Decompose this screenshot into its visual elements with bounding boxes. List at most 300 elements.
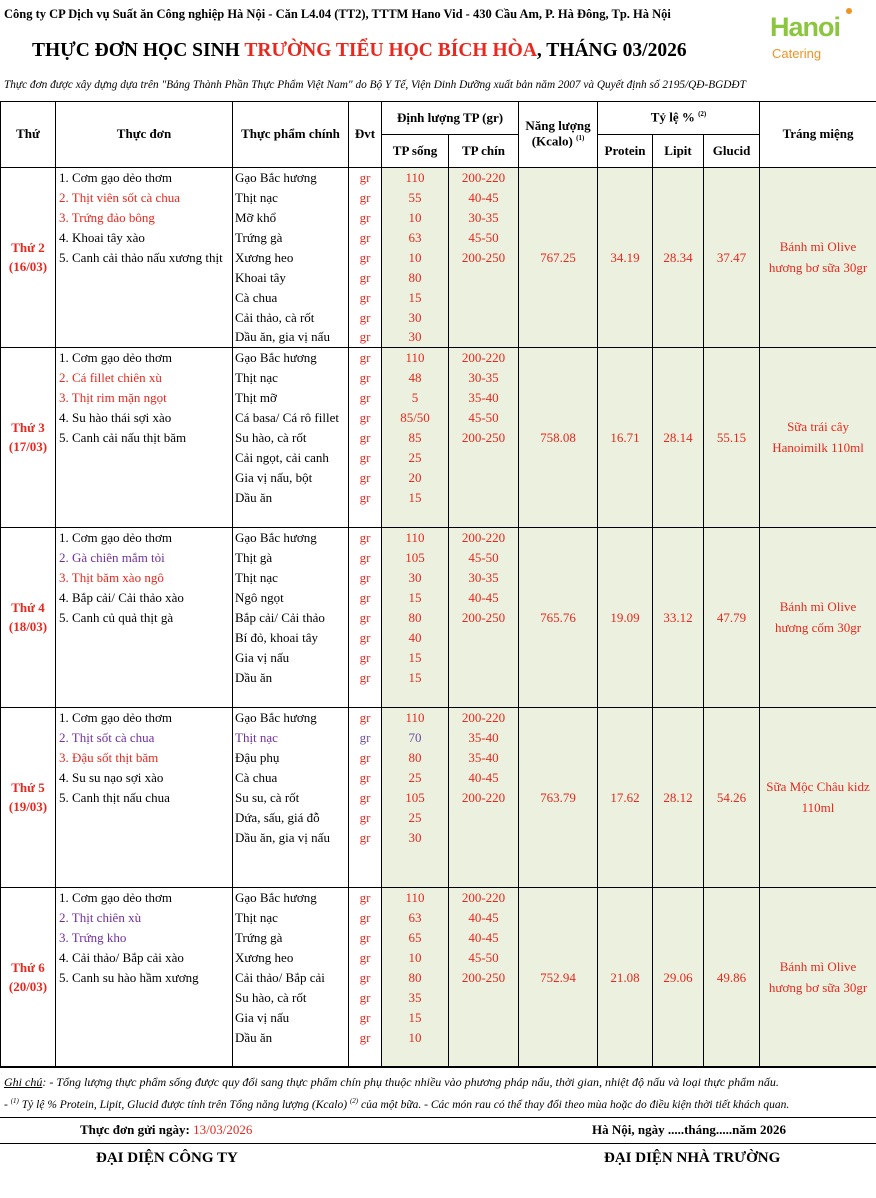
unit-cell: gr bbox=[349, 268, 382, 288]
food-cell: Trứng gà bbox=[233, 928, 349, 948]
ratio-header-sup: (2) bbox=[698, 110, 707, 119]
raw-qty-cell: 15 bbox=[382, 1008, 449, 1028]
dish-cell: 1. Cơm gạo dẻo thơm bbox=[56, 528, 233, 548]
raw-qty-cell: 63 bbox=[382, 908, 449, 928]
note-line-2-prefix: - bbox=[4, 1098, 11, 1111]
raw-qty-cell: 15 bbox=[382, 648, 449, 668]
raw-qty-cell: 25 bbox=[382, 448, 449, 468]
dish-cell: 2. Thịt sốt cà chua bbox=[56, 728, 233, 748]
day-name: Thứ 2 bbox=[11, 239, 45, 255]
food-cell: Thịt nạc bbox=[233, 368, 349, 388]
col-ratio-header bbox=[598, 102, 760, 135]
raw-qty-cell: 80 bbox=[382, 268, 449, 288]
energy-cell: 765.76 bbox=[519, 528, 598, 708]
protein-cell: 21.08 bbox=[598, 888, 653, 1068]
unit-cell bbox=[349, 1048, 382, 1068]
unit-cell: gr bbox=[349, 928, 382, 948]
dessert-cell: Sữa Mộc Châu kidz 110ml bbox=[760, 708, 876, 888]
divider-sent-bottom bbox=[0, 1143, 876, 1144]
dish-cell bbox=[56, 808, 233, 828]
raw-qty-cell: 15 bbox=[382, 488, 449, 508]
raw-qty-cell: 65 bbox=[382, 928, 449, 948]
cooked-qty-cell bbox=[449, 308, 519, 328]
energy-cell: 758.08 bbox=[519, 348, 598, 528]
cooked-qty-cell bbox=[449, 268, 519, 288]
cooked-qty-cell: 200-250 bbox=[449, 608, 519, 628]
raw-qty-cell: 30 bbox=[382, 308, 449, 328]
dish-cell: 4. Su su nạo sợi xào bbox=[56, 768, 233, 788]
unit-cell: gr bbox=[349, 388, 382, 408]
place-date-line: Hà Nội, ngày .....tháng.....năm 2026 bbox=[592, 1122, 786, 1137]
hanoi-catering-logo bbox=[770, 4, 870, 66]
food-cell bbox=[233, 688, 349, 708]
menu-subtitle: Thực đơn được xây dựng dựa trên "Bảng Thành Phần Thực Phẩm Việt Nam" do Bộ Y Tế, Viện Dinh Dưỡng xuất bản năm 2007 và Quyết định số 2195/QĐ-BGDĐT bbox=[4, 79, 746, 91]
cooked-qty-cell: 40-45 bbox=[449, 588, 519, 608]
note-sup-2: (2) bbox=[349, 1097, 359, 1105]
lipit-cell: 33.12 bbox=[653, 528, 704, 708]
cooked-qty-cell: 200-220 bbox=[449, 348, 519, 368]
food-cell: Gia vị nấu, bột bbox=[233, 468, 349, 488]
unit-cell bbox=[349, 508, 382, 528]
cooked-qty-cell: 200-250 bbox=[449, 428, 519, 448]
dish-cell: 4. Su hào thái sợi xào bbox=[56, 408, 233, 428]
food-cell: Khoai tây bbox=[233, 268, 349, 288]
dish-cell bbox=[56, 828, 233, 848]
food-cell: Gạo Bắc hương bbox=[233, 168, 349, 188]
cooked-qty-cell: 200-220 bbox=[449, 708, 519, 728]
cooked-qty-cell bbox=[449, 628, 519, 648]
col-energy-header bbox=[519, 102, 598, 168]
unit-cell: gr bbox=[349, 828, 382, 848]
raw-qty-cell: 110 bbox=[382, 168, 449, 188]
food-cell bbox=[233, 868, 349, 888]
unit-cell: gr bbox=[349, 368, 382, 388]
unit-cell: gr bbox=[349, 808, 382, 828]
cooked-qty-cell bbox=[449, 1008, 519, 1028]
dessert-cell: Bánh mì Olive hương bơ sữa 30gr bbox=[760, 168, 876, 348]
day-cell bbox=[1, 168, 56, 348]
raw-qty-cell: 10 bbox=[382, 948, 449, 968]
col-dessert-header: Tráng miệng bbox=[760, 102, 876, 168]
food-cell: Su hào, cà rốt bbox=[233, 428, 349, 448]
unit-cell: gr bbox=[349, 888, 382, 908]
unit-cell: gr bbox=[349, 228, 382, 248]
cooked-qty-cell: 45-50 bbox=[449, 408, 519, 428]
unit-cell: gr bbox=[349, 188, 382, 208]
protein-cell: 17.62 bbox=[598, 708, 653, 888]
protein-cell: 34.19 bbox=[598, 168, 653, 348]
unit-cell: gr bbox=[349, 488, 382, 508]
dish-cell bbox=[56, 848, 233, 868]
dish-cell: 1. Cơm gạo dẻo thơm bbox=[56, 708, 233, 728]
unit-cell: gr bbox=[349, 208, 382, 228]
sent-date-line bbox=[80, 1122, 252, 1138]
table-row bbox=[1, 528, 876, 548]
cooked-qty-cell bbox=[449, 808, 519, 828]
food-cell: Đậu phụ bbox=[233, 748, 349, 768]
dish-cell bbox=[56, 668, 233, 688]
day-name: Thứ 6 bbox=[11, 959, 45, 975]
raw-qty-cell bbox=[382, 848, 449, 868]
raw-qty-cell: 70 bbox=[382, 728, 449, 748]
raw-qty-cell: 105 bbox=[382, 788, 449, 808]
unit-cell: gr bbox=[349, 1008, 382, 1028]
food-cell: Dầu ăn, gia vị nấu bbox=[233, 328, 349, 348]
dish-cell bbox=[56, 1048, 233, 1068]
dish-cell: 5. Canh thịt nấu chua bbox=[56, 788, 233, 808]
table-row bbox=[1, 888, 876, 908]
unit-cell: gr bbox=[349, 448, 382, 468]
cooked-qty-cell bbox=[449, 288, 519, 308]
raw-qty-cell: 40 bbox=[382, 628, 449, 648]
food-cell: Bắp cải/ Cải thảo bbox=[233, 608, 349, 628]
note-label: Ghi chú bbox=[4, 1075, 43, 1089]
raw-qty-cell bbox=[382, 688, 449, 708]
protein-cell: 19.09 bbox=[598, 528, 653, 708]
dish-cell: 1. Cơm gạo dẻo thơm bbox=[56, 348, 233, 368]
col-quantity-header: Định lượng TP (gr) bbox=[382, 102, 519, 135]
dish-cell: 5. Canh cải nấu thịt băm bbox=[56, 428, 233, 448]
dish-cell bbox=[56, 308, 233, 328]
raw-qty-cell: 80 bbox=[382, 968, 449, 988]
cooked-qty-cell bbox=[449, 508, 519, 528]
menu-table bbox=[0, 101, 876, 1068]
lipit-cell: 28.12 bbox=[653, 708, 704, 888]
food-cell: Xương heo bbox=[233, 248, 349, 268]
logo-subtext: Catering bbox=[772, 46, 822, 61]
food-cell: Cà chua bbox=[233, 768, 349, 788]
unit-cell: gr bbox=[349, 908, 382, 928]
food-cell: Gạo Bắc hương bbox=[233, 348, 349, 368]
unit-cell: gr bbox=[349, 948, 382, 968]
energy-cell: 767.25 bbox=[519, 168, 598, 348]
company-header: Công ty CP Dịch vụ Suất ăn Công nghiệp Hà Nội - Căn L4.04 (TT2), TTTM Hano Vid - 430 Cầu Am, P. Hà Đông, Tp. Hà Nội bbox=[4, 7, 671, 21]
unit-cell: gr bbox=[349, 708, 382, 728]
raw-qty-cell: 48 bbox=[382, 368, 449, 388]
cooked-qty-cell bbox=[449, 828, 519, 848]
unit-cell: gr bbox=[349, 988, 382, 1008]
food-cell: Cá basa/ Cá rô fillet bbox=[233, 408, 349, 428]
day-cell bbox=[1, 888, 56, 1068]
dessert-cell: Bánh mì Olive hương cốm 30gr bbox=[760, 528, 876, 708]
raw-qty-cell bbox=[382, 508, 449, 528]
dish-cell: 3. Thịt rim mặn ngọt bbox=[56, 388, 233, 408]
raw-qty-cell: 80 bbox=[382, 748, 449, 768]
dish-cell bbox=[56, 1028, 233, 1048]
col-unit-header: Đvt bbox=[349, 102, 382, 168]
title-suffix: , THÁNG 03/2026 bbox=[536, 40, 687, 61]
cooked-qty-cell: 200-220 bbox=[449, 888, 519, 908]
dish-cell: 3. Thịt băm xào ngô bbox=[56, 568, 233, 588]
cooked-qty-cell: 40-45 bbox=[449, 908, 519, 928]
title-school: TRƯỜNG TIỂU HỌC BÍCH HÒA bbox=[244, 40, 537, 61]
food-cell bbox=[233, 508, 349, 528]
raw-qty-cell: 15 bbox=[382, 288, 449, 308]
col-cooked-header: TP chín bbox=[449, 135, 519, 168]
divider-notes-top bbox=[0, 1066, 876, 1067]
day-date: (16/03) bbox=[8, 258, 48, 274]
lipit-cell: 29.06 bbox=[653, 888, 704, 1068]
food-cell: Dầu ăn bbox=[233, 668, 349, 688]
col-protein-header: Protein bbox=[598, 135, 653, 168]
unit-cell: gr bbox=[349, 768, 382, 788]
cooked-qty-cell bbox=[449, 648, 519, 668]
cooked-qty-cell bbox=[449, 448, 519, 468]
raw-qty-cell: 35 bbox=[382, 988, 449, 1008]
dish-cell bbox=[56, 988, 233, 1008]
note-line-1 bbox=[4, 1075, 779, 1090]
cooked-qty-cell bbox=[449, 668, 519, 688]
cooked-qty-cell: 35-40 bbox=[449, 748, 519, 768]
day-date: (17/03) bbox=[8, 438, 48, 454]
food-cell: Gạo Bắc hương bbox=[233, 708, 349, 728]
cooked-qty-cell bbox=[449, 1048, 519, 1068]
dish-cell: 5. Canh su hào hầm xương bbox=[56, 968, 233, 988]
dish-cell bbox=[56, 1008, 233, 1028]
food-cell: Su su, cà rốt bbox=[233, 788, 349, 808]
energy-cell: 763.79 bbox=[519, 708, 598, 888]
food-cell: Mỡ khổ bbox=[233, 208, 349, 228]
col-food-header: Thực phẩm chính bbox=[233, 102, 349, 168]
dish-cell: 4. Bắp cải/ Cải thảo xào bbox=[56, 588, 233, 608]
day-name: Thứ 4 bbox=[11, 599, 45, 615]
food-cell: Gạo Bắc hương bbox=[233, 888, 349, 908]
page-title bbox=[32, 40, 687, 62]
unit-cell: gr bbox=[349, 428, 382, 448]
unit-cell: gr bbox=[349, 248, 382, 268]
day-name: Thứ 3 bbox=[11, 419, 45, 435]
food-cell: Gạo Bắc hương bbox=[233, 528, 349, 548]
lipit-cell: 28.14 bbox=[653, 348, 704, 528]
sent-label: Thực đơn gửi ngày: bbox=[80, 1122, 194, 1137]
dish-cell bbox=[56, 328, 233, 348]
dish-cell bbox=[56, 628, 233, 648]
cooked-qty-cell: 30-35 bbox=[449, 568, 519, 588]
food-cell: Dứa, sấu, giá đỗ bbox=[233, 808, 349, 828]
col-day-header: Thứ bbox=[1, 102, 56, 168]
energy-cell: 752.94 bbox=[519, 888, 598, 1068]
col-dish-header: Thực đơn bbox=[56, 102, 233, 168]
food-cell: Thịt nạc bbox=[233, 728, 349, 748]
dish-cell: 3. Đậu sốt thịt băm bbox=[56, 748, 233, 768]
food-cell bbox=[233, 1048, 349, 1068]
dish-cell: 1. Cơm gạo dẻo thơm bbox=[56, 888, 233, 908]
protein-cell: 16.71 bbox=[598, 348, 653, 528]
cooked-qty-cell bbox=[449, 488, 519, 508]
cooked-qty-cell: 200-250 bbox=[449, 248, 519, 268]
food-cell: Dầu ăn, gia vị nấu bbox=[233, 828, 349, 848]
note-line-2 bbox=[4, 1097, 789, 1111]
raw-qty-cell: 10 bbox=[382, 208, 449, 228]
dish-cell bbox=[56, 868, 233, 888]
food-cell: Dầu ăn bbox=[233, 1028, 349, 1048]
day-name: Thứ 5 bbox=[11, 779, 45, 795]
energy-header-sup: (1) bbox=[576, 134, 585, 143]
dish-cell bbox=[56, 288, 233, 308]
unit-cell: gr bbox=[349, 1028, 382, 1048]
cooked-qty-cell: 200-220 bbox=[449, 168, 519, 188]
cooked-qty-cell bbox=[449, 468, 519, 488]
dish-cell: 4. Khoai tây xào bbox=[56, 228, 233, 248]
food-cell: Su hào, cà rốt bbox=[233, 988, 349, 1008]
col-lipit-header: Lipit bbox=[653, 135, 704, 168]
raw-qty-cell: 110 bbox=[382, 348, 449, 368]
title-prefix: THỰC ĐƠN HỌC SINH bbox=[32, 40, 245, 61]
dish-cell bbox=[56, 508, 233, 528]
dish-cell: 2. Thịt chiên xù bbox=[56, 908, 233, 928]
unit-cell: gr bbox=[349, 408, 382, 428]
raw-qty-cell: 85 bbox=[382, 428, 449, 448]
cooked-qty-cell bbox=[449, 328, 519, 348]
unit-cell: gr bbox=[349, 568, 382, 588]
cooked-qty-cell: 45-50 bbox=[449, 228, 519, 248]
day-cell bbox=[1, 708, 56, 888]
cooked-qty-cell bbox=[449, 848, 519, 868]
table-row bbox=[1, 168, 876, 188]
food-cell: Cải thảo/ Bắp cải bbox=[233, 968, 349, 988]
unit-cell: gr bbox=[349, 648, 382, 668]
cooked-qty-cell: 30-35 bbox=[449, 208, 519, 228]
raw-qty-cell: 15 bbox=[382, 668, 449, 688]
raw-qty-cell: 110 bbox=[382, 528, 449, 548]
raw-qty-cell: 30 bbox=[382, 828, 449, 848]
cooked-qty-cell: 40-45 bbox=[449, 928, 519, 948]
food-cell: Bí đỏ, khoai tây bbox=[233, 628, 349, 648]
unit-cell: gr bbox=[349, 728, 382, 748]
cooked-qty-cell: 200-220 bbox=[449, 528, 519, 548]
unit-cell bbox=[349, 868, 382, 888]
cooked-qty-cell: 40-45 bbox=[449, 768, 519, 788]
cooked-qty-cell: 35-40 bbox=[449, 728, 519, 748]
lipit-cell: 28.34 bbox=[653, 168, 704, 348]
cooked-qty-cell: 35-40 bbox=[449, 388, 519, 408]
raw-qty-cell: 10 bbox=[382, 248, 449, 268]
dish-cell bbox=[56, 468, 233, 488]
unit-cell bbox=[349, 848, 382, 868]
divider-notes-bottom bbox=[0, 1117, 876, 1118]
raw-qty-cell: 85/50 bbox=[382, 408, 449, 428]
dish-cell bbox=[56, 488, 233, 508]
col-raw-header: TP sống bbox=[382, 135, 449, 168]
unit-cell: gr bbox=[349, 328, 382, 348]
raw-qty-cell: 25 bbox=[382, 808, 449, 828]
note-line-1-text: : - Tổng lượng thực phẩm sống được quy đổi sang thực phẩm chín phụ thuộc nhiều vào phương pháp nấu, thời gian, nhiệt độ nấu và loại thực phẩm nấu. bbox=[42, 1075, 779, 1089]
food-cell: Thịt gà bbox=[233, 548, 349, 568]
food-cell: Gia vị nấu bbox=[233, 648, 349, 668]
cooked-qty-cell: 45-50 bbox=[449, 548, 519, 568]
raw-qty-cell: 25 bbox=[382, 768, 449, 788]
menu-body bbox=[1, 168, 876, 1068]
cooked-qty-cell: 45-50 bbox=[449, 948, 519, 968]
signature-company: ĐẠI DIỆN CÔNG TY bbox=[96, 1150, 238, 1166]
raw-qty-cell: 5 bbox=[382, 388, 449, 408]
food-cell bbox=[233, 848, 349, 868]
day-cell bbox=[1, 528, 56, 708]
food-cell: Cải ngọt, cải canh bbox=[233, 448, 349, 468]
unit-cell: gr bbox=[349, 348, 382, 368]
cooked-qty-cell: 200-220 bbox=[449, 788, 519, 808]
note-sup-1: (1) bbox=[10, 1097, 19, 1105]
unit-cell: gr bbox=[349, 628, 382, 648]
raw-qty-cell: 30 bbox=[382, 568, 449, 588]
day-date: (18/03) bbox=[8, 618, 48, 634]
logo-dot-icon bbox=[846, 8, 852, 14]
unit-cell: gr bbox=[349, 968, 382, 988]
unit-cell: gr bbox=[349, 748, 382, 768]
table-row bbox=[1, 348, 876, 368]
dish-cell: 4. Cải thảo/ Bắp cải xào bbox=[56, 948, 233, 968]
dish-cell: 3. Trứng kho bbox=[56, 928, 233, 948]
dish-cell: 2. Gà chiên mắm tỏi bbox=[56, 548, 233, 568]
unit-cell: gr bbox=[349, 788, 382, 808]
dessert-cell: Sữa trái cây Hanoimilk 110ml bbox=[760, 348, 876, 528]
food-cell: Thịt mỡ bbox=[233, 388, 349, 408]
dish-cell bbox=[56, 448, 233, 468]
unit-cell: gr bbox=[349, 548, 382, 568]
note-line-2-a: Tỷ lệ % Protein, Lipit, Glucid được tính trên Tổng năng lượng (Kcalo) bbox=[18, 1098, 350, 1111]
raw-qty-cell: 110 bbox=[382, 708, 449, 728]
ratio-header-label: Tỷ lệ % bbox=[650, 109, 695, 125]
dish-cell bbox=[56, 648, 233, 668]
cooked-qty-cell bbox=[449, 868, 519, 888]
raw-qty-cell: 63 bbox=[382, 228, 449, 248]
unit-cell: gr bbox=[349, 588, 382, 608]
glucid-cell: 49.86 bbox=[704, 888, 760, 1068]
energy-header-label: Năng lượng (Kcalo) bbox=[525, 118, 591, 149]
food-cell: Xương heo bbox=[233, 948, 349, 968]
food-cell: Ngô ngọt bbox=[233, 588, 349, 608]
food-cell: Trứng gà bbox=[233, 228, 349, 248]
dish-cell bbox=[56, 268, 233, 288]
dish-cell: 5. Canh cải thảo nấu xương thịt bbox=[56, 248, 233, 268]
unit-cell: gr bbox=[349, 288, 382, 308]
food-cell: Cải thảo, cà rốt bbox=[233, 308, 349, 328]
cooked-qty-cell bbox=[449, 1028, 519, 1048]
raw-qty-cell: 80 bbox=[382, 608, 449, 628]
note-line-2-b: của một bữa. - Các món rau có thể thay đổi theo mùa hoặc do điều kiện thời tiết khách quan. bbox=[358, 1098, 790, 1111]
table-row bbox=[1, 708, 876, 728]
unit-cell: gr bbox=[349, 668, 382, 688]
dish-cell: 5. Canh củ quả thịt gà bbox=[56, 608, 233, 628]
day-date: (19/03) bbox=[8, 798, 48, 814]
sent-date: 13/03/2026 bbox=[193, 1122, 253, 1137]
cooked-qty-cell: 200-250 bbox=[449, 968, 519, 988]
logo-wordmark: Hanoi bbox=[770, 12, 841, 42]
dish-cell: 2. Thịt viên sốt cà chua bbox=[56, 188, 233, 208]
dish-cell: 2. Cá fillet chiên xù bbox=[56, 368, 233, 388]
glucid-cell: 55.15 bbox=[704, 348, 760, 528]
signature-school: ĐẠI DIỆN NHÀ TRƯỜNG bbox=[604, 1150, 781, 1166]
unit-cell: gr bbox=[349, 608, 382, 628]
day-date: (20/03) bbox=[8, 978, 48, 994]
unit-cell: gr bbox=[349, 168, 382, 188]
raw-qty-cell: 10 bbox=[382, 1028, 449, 1048]
raw-qty-cell: 105 bbox=[382, 548, 449, 568]
food-cell: Cà chua bbox=[233, 288, 349, 308]
dish-cell bbox=[56, 688, 233, 708]
glucid-cell: 47.79 bbox=[704, 528, 760, 708]
dish-cell: 3. Trứng đảo bông bbox=[56, 208, 233, 228]
food-cell: Gia vị nấu bbox=[233, 1008, 349, 1028]
unit-cell bbox=[349, 688, 382, 708]
dish-cell: 1. Cơm gạo dẻo thơm bbox=[56, 168, 233, 188]
raw-qty-cell: 30 bbox=[382, 328, 449, 348]
raw-qty-cell: 15 bbox=[382, 588, 449, 608]
raw-qty-cell: 55 bbox=[382, 188, 449, 208]
food-cell: Dầu ăn bbox=[233, 488, 349, 508]
glucid-cell: 37.47 bbox=[704, 168, 760, 348]
day-cell bbox=[1, 348, 56, 528]
